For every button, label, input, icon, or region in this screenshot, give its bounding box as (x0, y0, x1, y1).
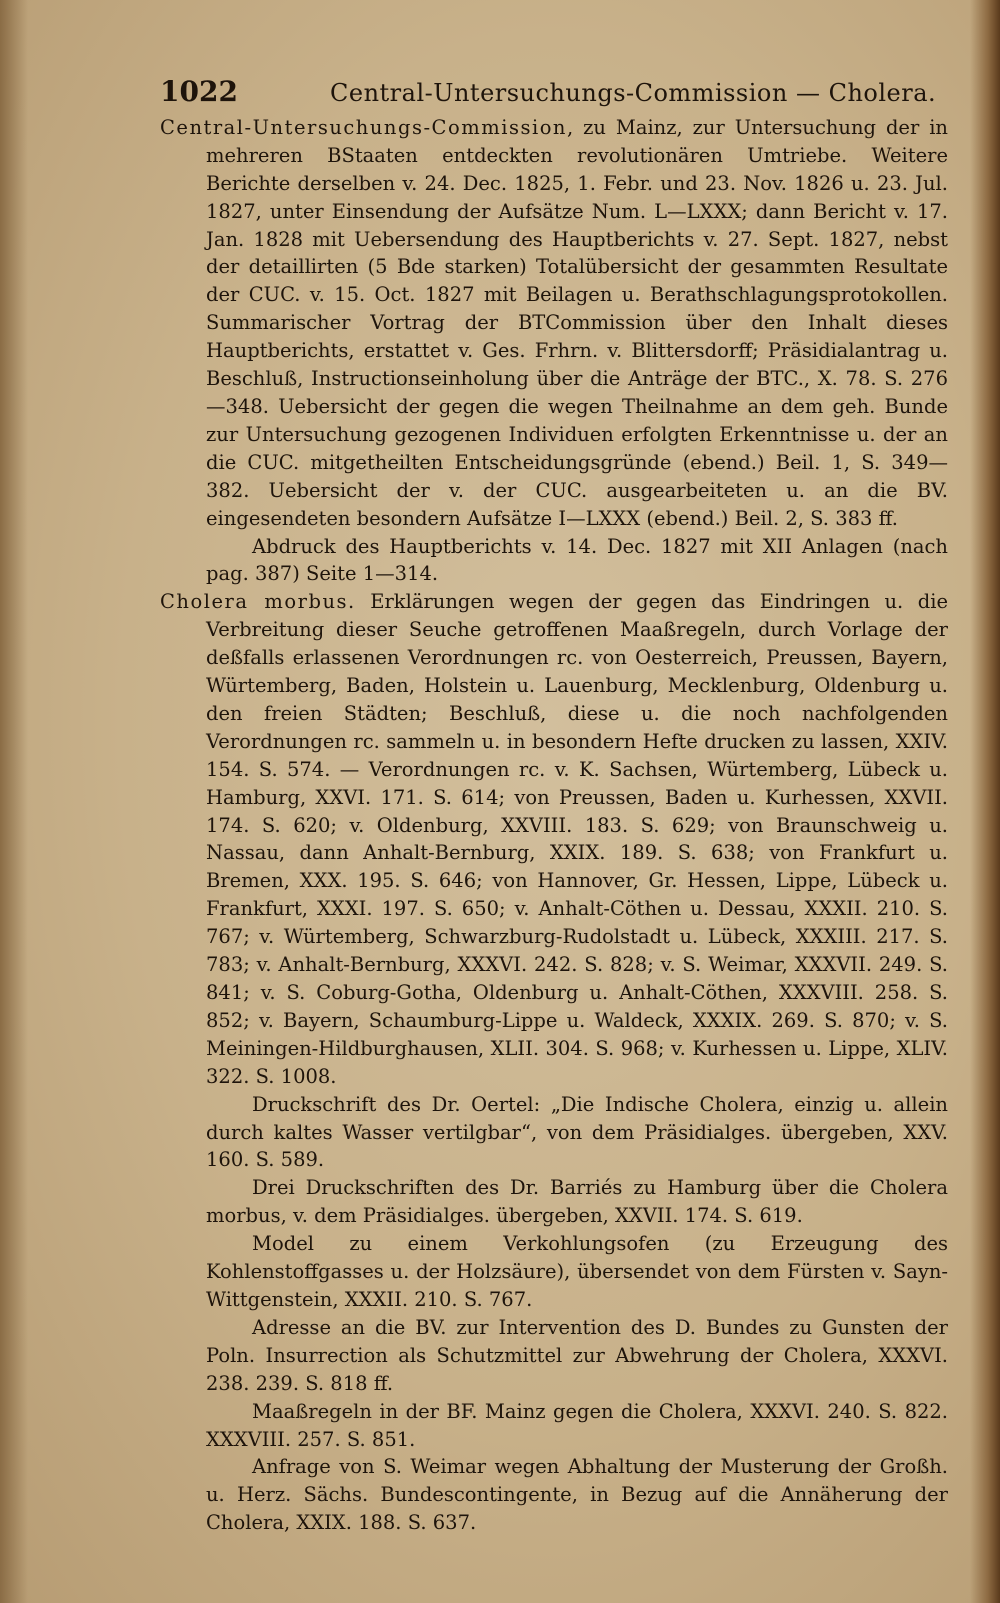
entry-sub-paragraph: Drei Druckschriften des Dr. Barriés zu Hamburg über die Cholera morbus, v. dem Präsidialges. übergeben, XXVII. 174. S. 619. (206, 1176, 948, 1228)
entry-sub-paragraph: Anfrage von S. Weimar wegen Abhaltung der Musterung der Großh. u. Herz. Sächs. Bundescontingente, in Bezug auf die Annäherung der Cholera, XXIX. 188. S. 637. (206, 1455, 948, 1535)
entry-lemma: Cholera morbus. (160, 590, 356, 614)
entry-sub-paragraph: Abdruck des Hauptberichts v. 14. Dec. 1827 mit XII Anlagen (nach pag. 387) Seite 1—314. (206, 534, 948, 586)
index-entry-cholera-morbus (160, 588, 948, 1537)
entry-main-paragraph (160, 588, 948, 1090)
entry-sub-paragraph: Adresse an die BV. zur Intervention des D. Bundes zu Gunsten der Poln. Insurrection als Schutzmittel zur Abwehrung der Cholera, XXXVI. 238. 239. S. 818 ff. (206, 1315, 948, 1395)
entry-text: Erklärungen wegen der gegen das Eindringen u. die Verbreitung dieser Seuche getroffenen Maaßregeln, durch Vorlage der deßfalls erlassenen Verordnungen rc. von Oesterreich, Preussen, Bayern, Würtemberg, Baden, Holstein u. Lauenburg, Mecklenburg, Oldenburg u. den freien Städten; Beschluß, diese u. die noch nachfolgenden Verordnungen rc. sammeln u. in besondern Hefte drucken zu lassen, XXIV. 154. S. 574. — Verordnungen rc. v. K. Sachsen, Würtemberg, Lübeck u. Hamburg, XXVI. 171. S. 614; von Preussen, Baden u. Kurhessen, XXVII. 174. S. 620; v. Oldenburg, XXVIII. 183. S. 629; von Braunschweig u. Nassau, dann Anhalt-Bernburg, XXIX. 189. S. 638; von Frankfurt u. Bremen, XXX. 195. S. 646; von Hannover, Gr. Hessen, Lippe, Lübeck u. Frankfurt, XXXI. 197. S. 650; v. Anhalt-Cöthen u. Dessau, XXXII. 210. S. 767; v. Würtemberg, Schwarzburg-Rudolstadt u. Lübeck, XXXIII. 217. S. 783; v. Anhalt-Bernburg, XXXVI. 242. S. 828; v. S. Weimar, XXXVII. 249. S. 841; v. S. Coburg-Gotha, Oldenburg u. Anhalt-Cöthen, XXXVIII. 258. S. 852; v. Bayern, Schaumburg-Lippe u. Waldeck, XXXIX. 269. S. 870; v. S. Meiningen-Hildburghausen, XLII. 304. S. 968; v. Kurhessen u. Lippe, XLIV. 322. S. 1008. (206, 590, 948, 1088)
entry-sub-paragraph: Maaßregeln in der BF. Mainz gegen die Cholera, XXXVI. 240. S. 822. XXXVIII. 257. S. 851. (206, 1399, 948, 1451)
entry-sub-paragraph: Druckschrift des Dr. Oertel: „Die Indische Cholera, einzig u. allein durch kaltes Wasser vertilgbar“, von dem Präsidialges. übergeben, XXV. 160. S. 589. (206, 1092, 948, 1172)
entry-sub-paragraph: Model zu einem Verkohlungsofen (zu Erzeugung des Kohlenstoffgasses u. der Holzsäure), übersendet von dem Fürsten v. Sayn-Wittgenstein, XXXII. 210. S. 767. (206, 1232, 948, 1311)
entry-lemma: Central-Untersuchungs-Commission (160, 115, 567, 139)
index-entry-central-untersuchungs-commission (160, 114, 948, 588)
running-title: Central-Untersuchungs-Commission — Cholera. (330, 79, 937, 107)
page-edge-right (970, 0, 1000, 1603)
page-number: 1022 (160, 75, 238, 108)
entry-main-paragraph (160, 114, 948, 533)
page-shadow-left (0, 0, 28, 1603)
running-header (160, 75, 948, 108)
page-text (160, 75, 948, 1537)
entry-text: , zu Mainz, zur Untersuchung der in mehreren BStaaten entdeckten revolutionären Umtriebe. Weitere Berichte derselben v. 24. Dec. 1825, 1. Febr. und 23. Nov. 1826 u. 23. Jul. 1827, unter Einsendung der Aufsätze Num. L—LXXX; dann Bericht v. 17. Jan. 1828 mit Uebersendung des Hauptberichts v. 27. Sept. 1827, nebst der detaillirten (5 Bde starken) Totalübersicht der gesammten Resultate der CUC. v. 15. Oct. 1827 mit Beilagen u. Berathschlagungsprotokollen. Summarischer Vortrag der BTCommission über den Inhalt dieses Hauptberichts, erstattet v. Ges. Frhrn. v. Blittersdorff; Präsidialantrag u. Beschluß, Instructionseinholung über die Anträge der BTC., X. 78. S. 276—348. Uebersicht der gegen die wegen Theilnahme an dem geh. Bunde zur Untersuchung gezogenen Individuen erfolgten Erkenntnisse u. der an die CUC. mitgetheilten Entscheidungsgründe (ebend.) Beil. 1, S. 349—382. Uebersicht der v. der CUC. ausgearbeiteten u. an die BV. eingesendeten besondern Aufsätze I—LXXX (ebend.) Beil. 2, S. 383 ff. (206, 115, 948, 530)
